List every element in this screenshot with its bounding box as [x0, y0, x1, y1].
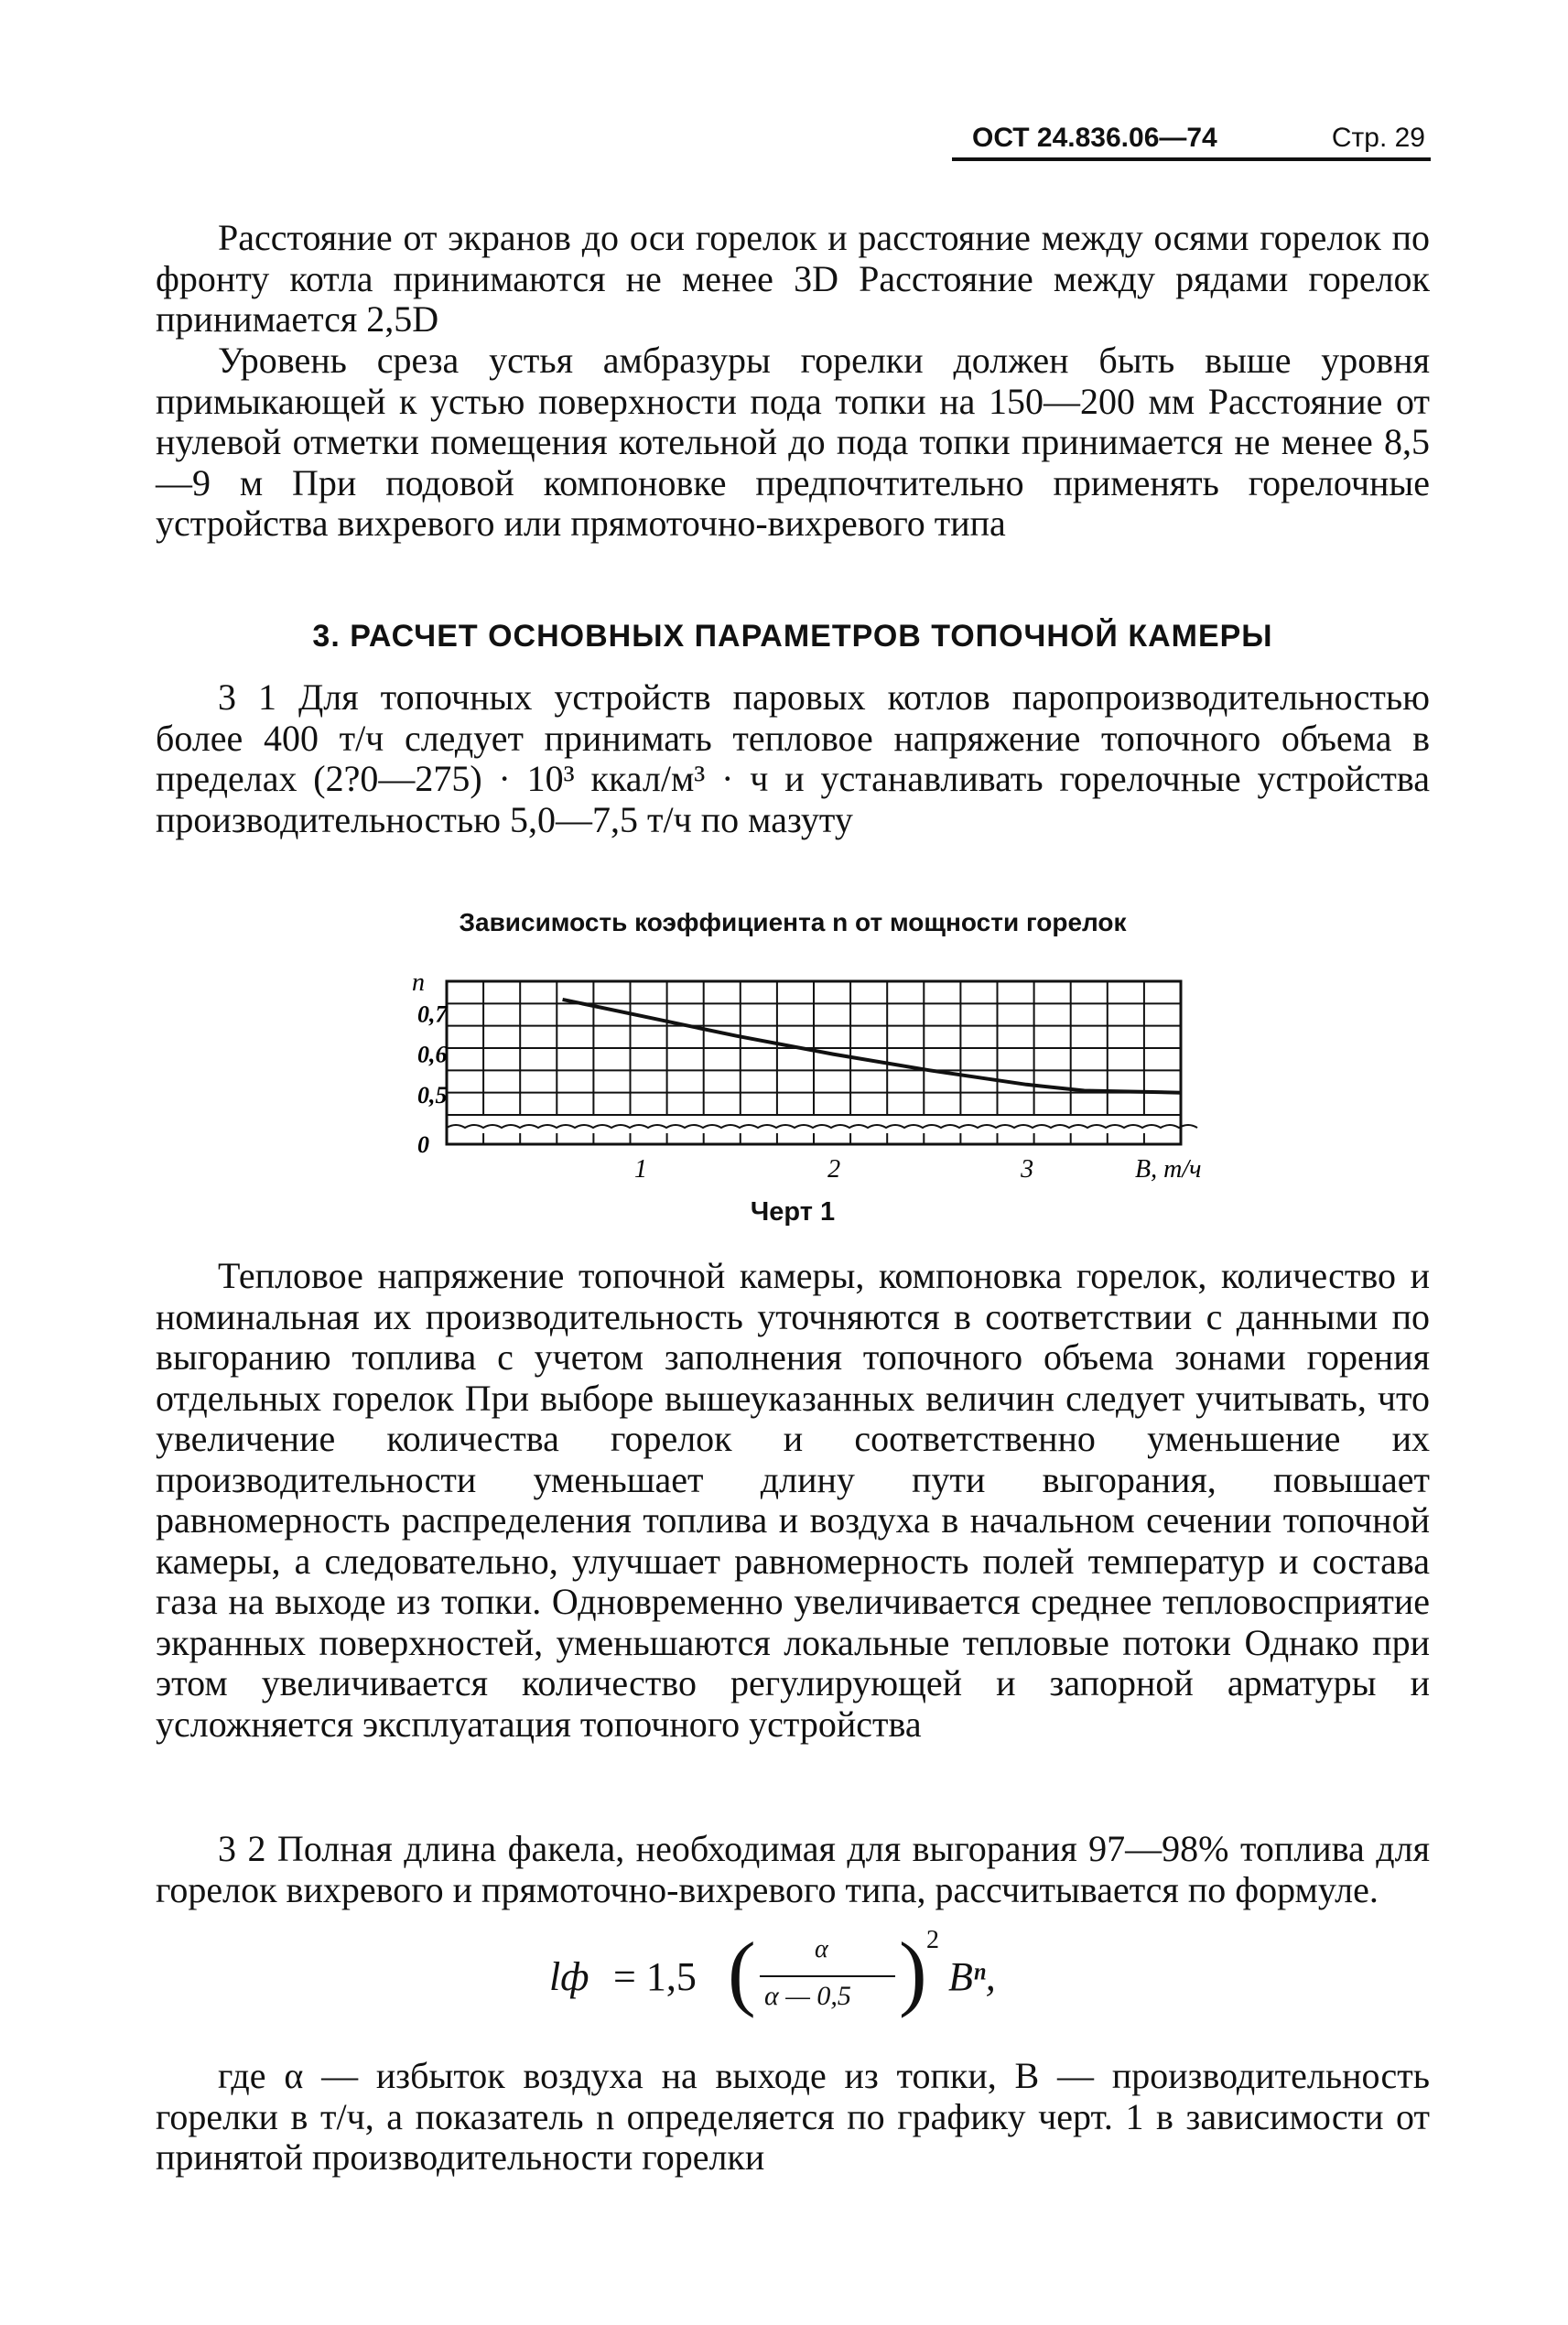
y-tick-label: 0,5: [417, 1081, 448, 1108]
x-tick-label: 3: [1021, 1155, 1034, 1184]
formula-denominator: α — 0,5: [764, 1981, 851, 2011]
y-tick-label: 0,7: [417, 1000, 448, 1028]
page-header: [952, 117, 1431, 161]
section-title: 3. РАСЧЕТ ОСНОВНЫХ ПАРАМЕТРОВ ТОПОЧНОЙ КАМЕРЫ: [312, 619, 1273, 654]
y-tick-label: 0: [417, 1131, 429, 1158]
chart-title: Зависимость коэффициента n от мощности горелок: [459, 908, 1127, 936]
formula-left-paren: (: [728, 1925, 756, 2018]
formula-coefficient: = 1,5: [613, 1954, 697, 1999]
formula-lhs: lф: [549, 1954, 589, 1999]
chart-grid: [447, 981, 1197, 1144]
formula-fraction-line: [760, 1975, 895, 1977]
chart-axis-labels: [412, 968, 1201, 1184]
header-rule: [952, 157, 1431, 161]
axis-break-mark: [447, 1125, 1197, 1128]
formula-flame-length: [540, 1922, 1053, 2032]
x-axis-label: B, т/ч: [1135, 1155, 1202, 1184]
standard-number: ОСТ 24.836.06—74: [972, 123, 1217, 153]
x-tick-label: 1: [634, 1155, 648, 1184]
paragraph-burner-spacing: Расстояние от экранов до оси горелок и расстояние между осями горелок по фронту котла принимаются не менее 3D Расстояние между рядами горелок принимается 2,5D: [156, 217, 1430, 340]
formula-power: 2: [926, 1926, 939, 1954]
formula-rhs: Bⁿ,: [948, 1954, 996, 1999]
y-tick-label: 0,6: [417, 1041, 448, 1068]
page-number: Стр. 29: [1331, 123, 1425, 153]
paragraph-heat-stress: Тепловое напряжение топочной камеры, компоновка горелок, количество и номинальная их производительность уточняются в соответствии с данными по выгоранию топлива с учетом заполнения топочного объема зонами горения отдельных горелок При выборе вышеуказанных величин следует учитывать, что увеличение количества горелок и соответственно уменьшение их производительности уменьшает длину пути выгорания, повышает равномерность распределения топлива и воздуха в начальном сечении топочной камеры, а следовательно, улучшает равномерность полей температур и состава газа на выходе из топки. Одновременно увеличивается среднее тепловосприятие экранных поверхностей, уменьшаются локальные тепловые потоки Однако при этом увеличивается количество регулирующей и запорной арматуры и усложняется эксплуатация топочного устройства: [156, 1255, 1430, 1745]
formula-numerator: α: [815, 1935, 828, 1963]
formula-right-paren: ): [899, 1925, 927, 2018]
paragraph-3-1: 3 1 Для топочных устройств паровых котлов паропроизводительностью более 400 т/ч следует принимать тепловое напряжение топочного объема в пределах (2?0—275) · 10³ ккал/м³ · ч и устанавливать горелочные устройства производительностью 5,0—7,5 т/ч по мазуту: [156, 676, 1430, 840]
x-tick-label: 2: [827, 1155, 841, 1184]
paragraph-where: где α — избыток воздуха на выходе из топки, B — производительность горелки в т/ч, а показатель n определяется по графику черт. 1 в зависимости от принятой производительности горелки: [156, 2055, 1430, 2178]
paragraph-3-2: 3 2 Полная длина факела, необходимая для выгорания 97—98% топлива для горелок вихревого и прямоточно-вихревого типа, рассчитывается по формуле.: [156, 1828, 1430, 1910]
chart: [394, 952, 1236, 1190]
chart-caption: Черт 1: [750, 1197, 836, 1227]
y-axis-label: n: [412, 968, 425, 997]
series-line: [563, 1000, 1181, 1093]
paragraph-embrasure-level: Уровень среза устья амбразуры горелки должен быть выше уровня примыкающей к устью поверхности пода топки на 150—200 мм Расстояние от нулевой отметки помещения котельной до пода топки принимается не менее 8,5—9 м При подовой компоновке предпочтительно применять горелочные устройства вихревого или прямоточно-вихревого типа: [156, 340, 1430, 544]
